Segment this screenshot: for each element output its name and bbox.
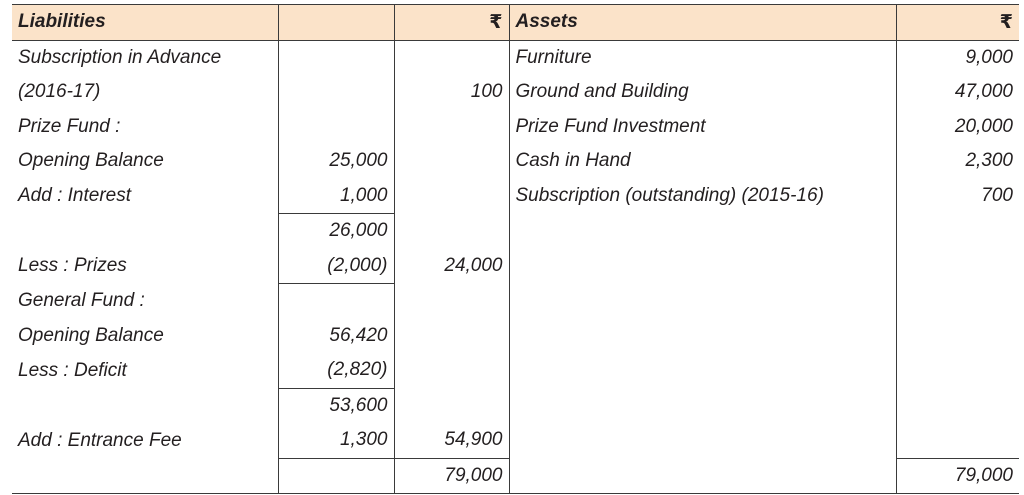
liability-amount — [394, 214, 509, 249]
asset-label — [509, 249, 896, 284]
table-row — [12, 284, 1019, 319]
asset-label — [509, 319, 896, 354]
assets-total: 79,000 — [896, 458, 1019, 494]
liability-amount — [394, 284, 509, 319]
asset-amount: 20,000 — [896, 110, 1019, 145]
liability-subtotal: (2,000) — [278, 249, 394, 284]
asset-label: Furniture — [509, 40, 896, 75]
table-row — [12, 110, 1019, 145]
liability-label: Subscription in Advance — [18, 46, 222, 68]
table-row — [12, 179, 1019, 214]
liability-amount — [394, 388, 509, 423]
liability-label: Add : Interest — [18, 185, 132, 206]
totals-blank-subtotal — [278, 458, 394, 494]
liability-amount — [394, 144, 509, 179]
balance-sheet-table — [12, 4, 1019, 494]
header-row — [12, 5, 1019, 41]
totals-blank-asset-label — [509, 458, 896, 494]
liability-subtotal — [278, 110, 394, 145]
liability-amount: 100 — [394, 75, 509, 110]
asset-label: Prize Fund Investment — [509, 110, 896, 145]
table-row — [12, 249, 1019, 284]
asset-amount — [896, 249, 1019, 284]
liability-amount — [394, 353, 509, 388]
liability-subtotal: 25,000 — [278, 144, 394, 179]
table-row — [12, 353, 1019, 388]
asset-label — [509, 388, 896, 423]
asset-label: Ground and Building — [509, 75, 896, 110]
liability-subtotal: 1,300 — [278, 423, 394, 458]
liability-subtotal — [278, 75, 394, 110]
liability-amount: 54,900 — [394, 423, 509, 458]
table-row — [12, 388, 1019, 423]
asset-label — [509, 423, 896, 458]
liability-subtotal: 1,000 — [278, 179, 394, 214]
asset-amount: 47,000 — [896, 75, 1019, 110]
asset-label: Cash in Hand — [509, 144, 896, 179]
asset-label: Subscription (outstanding) (2015-16) — [509, 179, 896, 214]
asset-amount — [896, 388, 1019, 423]
liability-amount — [394, 319, 509, 354]
liability-label: Opening Balance — [18, 324, 164, 346]
asset-amount: 2,300 — [896, 144, 1019, 179]
liability-subtotal: 53,600 — [278, 388, 394, 423]
assets-heading: Assets — [509, 5, 896, 41]
asset-amount: 9,000 — [896, 40, 1019, 75]
liability-label: General Fund : — [18, 290, 145, 311]
asset-amount — [896, 319, 1019, 354]
liability-label — [12, 214, 278, 249]
asset-label — [509, 353, 896, 388]
liabilities-heading: Liabilities — [12, 5, 278, 41]
liability-subtotal: 56,420 — [278, 319, 394, 354]
table-row — [12, 144, 1019, 179]
liability-amount — [394, 40, 509, 75]
liability-subtotal: 26,000 — [278, 214, 394, 249]
totals-blank-label — [12, 458, 278, 494]
liability-label: Less : Prizes — [18, 255, 127, 276]
liability-label: Less : Deficit — [18, 359, 127, 381]
liability-amount — [394, 179, 509, 214]
table-row — [12, 319, 1019, 354]
table-row — [12, 214, 1019, 249]
balance-sheet-body — [12, 40, 1019, 494]
asset-amount: 700 — [896, 179, 1019, 214]
liability-label: Prize Fund : — [18, 115, 121, 137]
table-row — [12, 423, 1019, 458]
asset-amount — [896, 353, 1019, 388]
liability-label: (2016-17) — [18, 81, 101, 103]
totals-row — [12, 458, 1019, 494]
liabilities-total: 79,000 — [394, 458, 509, 494]
liability-label: Add : Entrance Fee — [18, 429, 182, 451]
asset-amount — [896, 284, 1019, 319]
asset-amount — [896, 214, 1019, 249]
liability-label: Opening Balance — [18, 150, 164, 172]
table-row — [12, 40, 1019, 75]
asset-amount — [896, 423, 1019, 458]
assets-currency-symbol: ₹ — [896, 5, 1019, 41]
liability-subtotal — [278, 40, 394, 75]
liability-subtotal — [278, 284, 394, 319]
liability-subtotal: (2,820) — [278, 353, 394, 388]
liabilities-currency-symbol: ₹ — [394, 5, 509, 41]
liability-label — [12, 388, 278, 423]
liabilities-subcolumn-heading — [278, 5, 394, 41]
asset-label — [509, 284, 896, 319]
asset-label — [509, 214, 896, 249]
liability-amount: 24,000 — [394, 249, 509, 284]
table-row — [12, 75, 1019, 110]
liability-amount — [394, 110, 509, 145]
balance-sheet — [12, 4, 1019, 494]
